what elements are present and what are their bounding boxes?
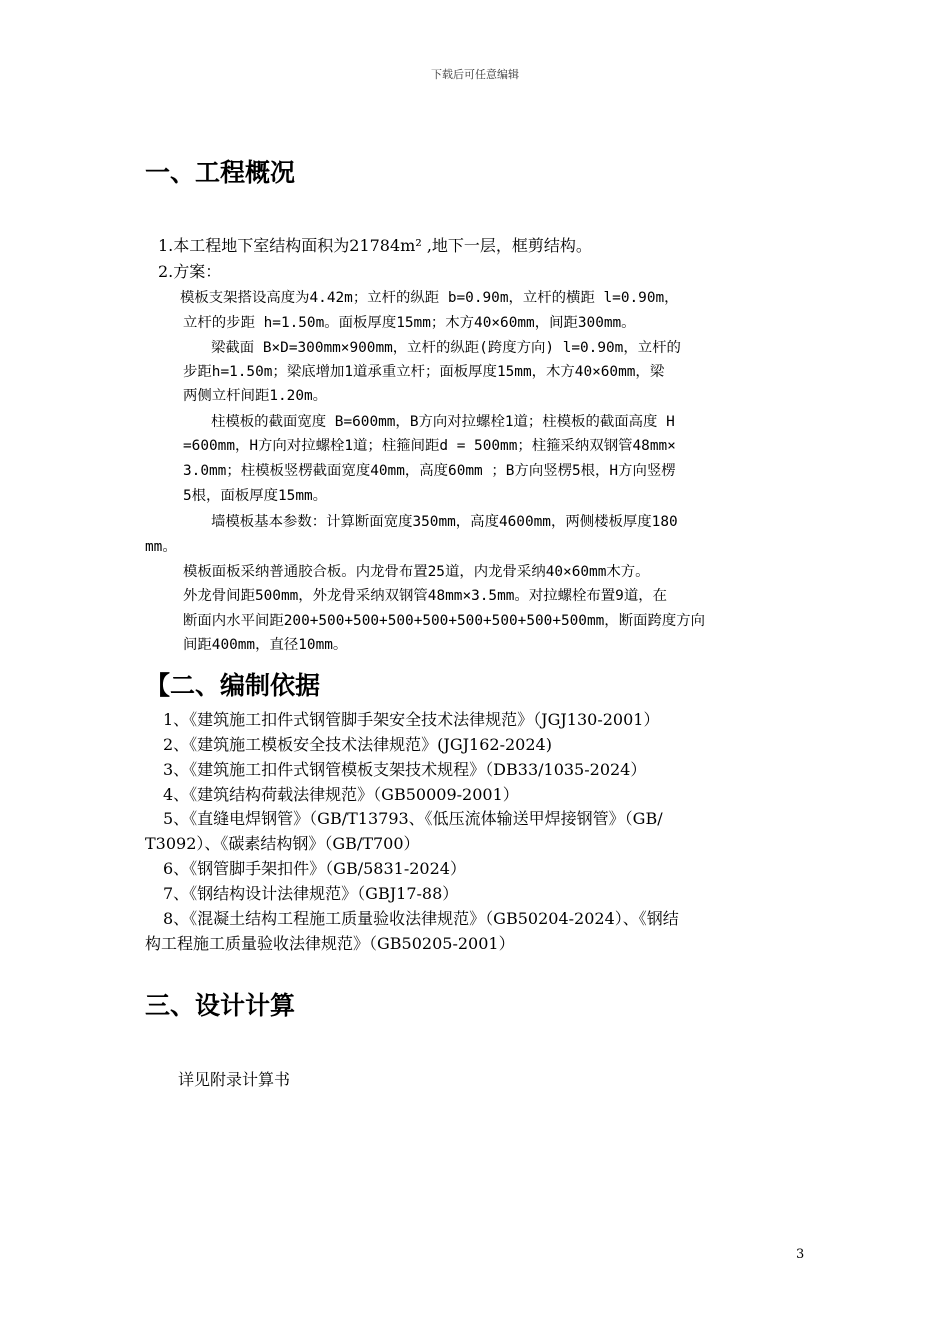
- scheme-p2-line-2: 步距h=1.50m；梁底增加1道承重立杆；面板厚度15mm，木方40×60mm，梁: [183, 364, 665, 380]
- basis-item-2: 2、《建筑施工模板安全技术法律规范》(JGJ162-2024): [163, 735, 552, 754]
- scheme-p4-line-2: mm。: [145, 539, 177, 555]
- scheme-p5-line-4: 间距400mm，直径10mm。: [183, 637, 348, 653]
- basis-item-4: 4、《建筑结构荷载法律规范》（GB50009-2001）: [163, 785, 519, 804]
- scheme-p1-line-2: 立杆的步距 h=1.50m。面板厚度15mm；木方40×60mm，间距300mm。: [183, 315, 636, 331]
- scheme-p3-line-4: 5根，面板厚度15mm。: [183, 488, 328, 504]
- scheme-p4-line-1: 墙模板基本参数：计算断面宽度350mm，高度4600mm，两侧楼板厚度180: [211, 514, 678, 530]
- scheme-p3-line-2: =600mm，H方向对拉螺栓1道；柱箍间距d = 500mm；柱箍采纳双钢管48mm×: [183, 438, 676, 454]
- basis-item-3: 3、《建筑施工扣件式钢管模板支架技术规程》（DB33/1035-2024）: [163, 760, 647, 779]
- basis-item-6: 6、《钢管脚手架扣件》（GB/5831-2024）: [163, 859, 466, 878]
- overview-line-2: 2.方案：: [158, 262, 222, 281]
- scheme-p5-line-3: 断面内水平间距200+500+500+500+500+500+500+500+500mm，断面跨度方向: [183, 613, 706, 629]
- page-number: 3: [796, 1247, 805, 1262]
- scheme-p3-line-3: 3.0mm；柱模板竖楞截面宽度40mm，高度60mm ；B方向竖楞5根，H方向竖楞: [183, 463, 676, 479]
- scheme-p5-line-1: 模板面板采纳普通胶合板。内龙骨布置25道，内龙骨采纳40×60mm木方。: [183, 564, 650, 580]
- scheme-p3-line-1: 柱模板的截面宽度 B=600mm，B方向对拉螺栓1道；柱模板的截面高度 H: [211, 414, 675, 430]
- header-note: 下载后可任意编辑: [431, 68, 519, 81]
- basis-item-5: 5、《直缝电焊钢管》（GB/T13793、《低压流体输送甲焊接钢管》（GB/: [163, 809, 663, 828]
- design-body: 详见附录计算书: [178, 1070, 291, 1089]
- scheme-p1-line-1: 模板支架搭设高度为4.42m；立杆的纵距 b=0.90m，立杆的横距 l=0.90m，: [180, 290, 679, 306]
- scheme-p2-line-1: 梁截面 B×D=300mm×900mm，立杆的纵距(跨度方向) l=0.90m，立杆的: [211, 340, 681, 356]
- section-title-design: 三、设计计算: [145, 991, 296, 1020]
- basis-item-5-cont: T3092）、《碳素结构钢》（GB/T700）: [145, 834, 420, 853]
- section-title-basis: 【二、编制依据: [145, 671, 321, 700]
- basis-item-8-cont: 构工程施工质量验收法律规范》（GB50205-2001）: [145, 934, 515, 953]
- basis-item-7: 7、《钢结构设计法律规范》（GBJ17-88）: [163, 884, 459, 903]
- basis-item-8: 8、《混凝土结构工程施工质量验收法律规范》（GB50204-2024）、《钢结: [163, 909, 679, 928]
- scheme-p2-line-3: 两侧立杆间距1.20m。: [183, 388, 328, 404]
- overview-line-1: 1.本工程地下室结构面积为21784m² ,地下一层，框剪结构。: [158, 236, 592, 255]
- basis-item-1: 1、《建筑施工扣件式钢管脚手架安全技术法律规范》（JGJ130-2001）: [163, 710, 660, 729]
- scheme-p5-line-2: 外龙骨间距500mm，外龙骨采纳双钢管48mm×3.5mm。对拉螺栓布置9道，在: [183, 588, 667, 604]
- section-title-overview: 一、工程概况: [145, 158, 296, 187]
